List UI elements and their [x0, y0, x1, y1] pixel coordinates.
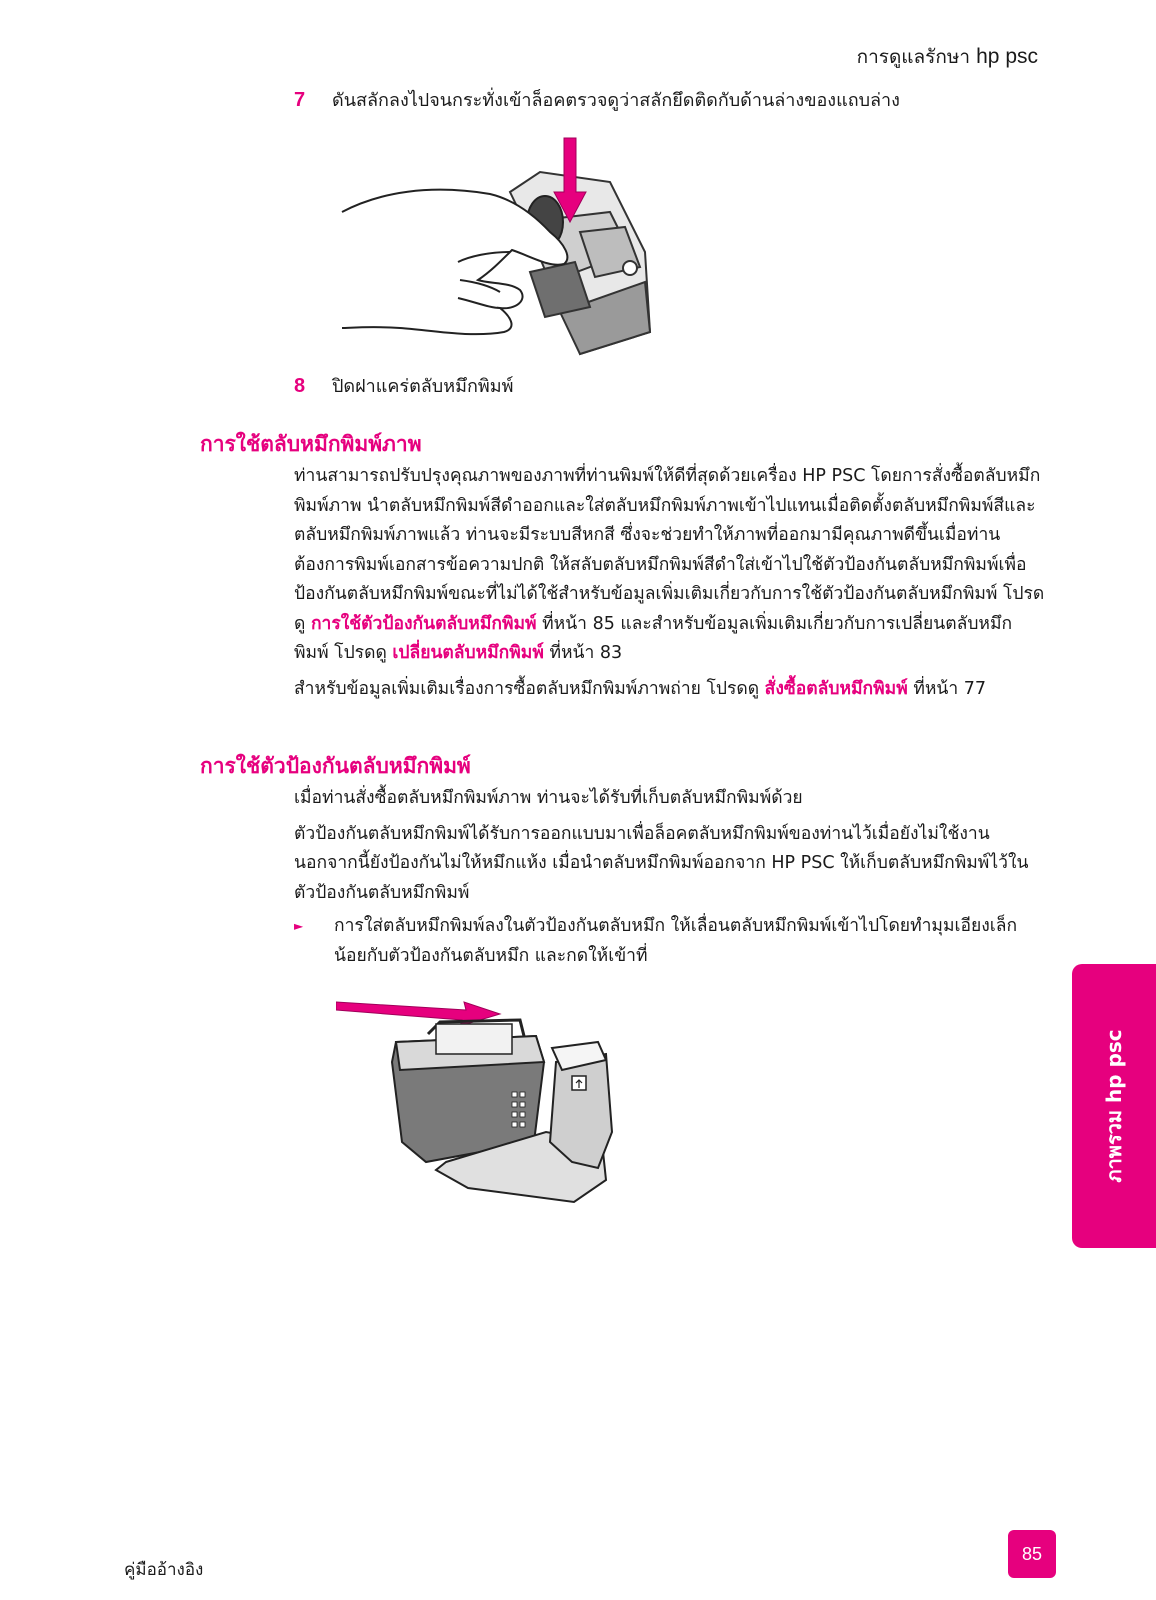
step-text: ดันสลักลงไปจนกระทั่งเข้าล็อคตรวจดูว่าสลักยึดติดกับด้านล่างของแถบล่าง — [332, 90, 900, 111]
section2-bullet — [294, 912, 1046, 971]
link-replace-cartridge[interactable]: เปลี่ยนตลับหมึกพิมพ์ — [392, 643, 544, 663]
section-heading-cartridge-protector: การใช้ตัวป้องกันตลับหมึกพิมพ์ — [200, 754, 471, 778]
step-number: 8 — [294, 375, 306, 397]
footer-title: คู่มืออ้างอิง — [124, 1560, 204, 1580]
link-using-protector[interactable]: การใช้ตัวป้องกันตลับหมึกพิมพ์ — [310, 613, 537, 634]
running-header — [857, 42, 1038, 72]
step-number: 7 — [294, 89, 306, 111]
step-8 — [294, 372, 513, 401]
chapter-tab-label: ภาพรวม hp psc — [1102, 1029, 1126, 1183]
section1-paragraph-1: ท่านสามารถปรับปรุงคุณภาพของภาพที่ท่านพิมพ์ให้ดีที่สุดด้วยเครื่อง HP PSC โดยการสั่งซื้อตลับหมึกพิมพ์ภาพ นำตลับหมึกพิมพ์สีดำออกและใส่ตลับหมึกพิมพ์ภาพเข้าไปแทนเมื่อติดตั้งตลับหมึกพิมพ์สีและตลับหมึกพิมพ์ภาพแล้ว ท่านจะมีระบบสีหกสี ซึ่งจะช่วยทำให้ภาพที่ออกมามีคุณภาพดีขึ้นเมื่อท่านต้องการพิมพ์เอกสารข้อความปกติ ให้สลับตลับหมึกพิมพ์สีดำใส่เข้าไปใช้ตัวป้องกันตลับหมึกพิมพ์เพื่อป้องกันตลับหมึกพิมพ์ขณะที่ไม่ได้ใช้สำหรับข้อมูลเพิ่มเติมเกี่ยวกับการใช้ตัวป้องกันตลับหมึกพิมพ์ โปรดดู การใช้ตัวป้องกันตลับหมึกพิมพ์ ที่หน้า 85 และสำหรับข้อมูลเพิ่มเติมเกี่ยวกับการเปลี่ยนตลับหมึกพิมพ์ โปรดดู เปลี่ยนตลับหมึกพิมพ์ ที่หน้า 83 — [294, 466, 1045, 663]
step-7 — [294, 86, 900, 115]
header-section: การดูแลรักษา — [856, 46, 971, 68]
link-order-cartridges[interactable]: สั่งซื้อตลับหมึกพิมพ์ — [764, 678, 908, 699]
section1-body — [294, 462, 1046, 704]
section-heading-photo-cartridge: การใช้ตลับหมึกพิมพ์ภาพ — [200, 432, 422, 456]
latch-illustration — [340, 132, 660, 360]
section2-body — [294, 784, 1046, 908]
section1-paragraph-2: สำหรับข้อมูลเพิ่มเติมเรื่องการซื้อตลับหมึกพิมพ์ภาพถ่าย โปรดดู สั่งซื้อตลับหมึกพิมพ์ ที่หน้า 77 — [294, 678, 987, 699]
bullet-marker-icon: ► — [294, 919, 304, 933]
header-product: hp psc — [976, 45, 1038, 68]
page-number: 85 — [1008, 1530, 1056, 1578]
bullet-text: การใส่ตลับหมึกพิมพ์ลงในตัวป้องกันตลับหมึก ให้เลื่อนตลับหมึกพิมพ์เข้าไปโดยทำมุมเอียงเล็กน้อยกับตัวป้องกันตลับหมึก และกดให้เข้าที่ — [334, 916, 1018, 966]
section2-paragraph-2: ตัวป้องกันตลับหมึกพิมพ์ได้รับการออกแบบมาเพื่อล็อคตลับหมึกพิมพ์ของท่านไว้เมื่อยังไม่ใช้งานนอกจากนี้ยังป้องกันไม่ให้หมึกแห้ง เมื่อนำตลับหมึกพิมพ์ออกจาก HP PSC ให้เก็บตลับหมึกพิมพ์ไว้ในตัวป้องกันตลับหมึกพิมพ์ — [294, 823, 1029, 903]
cartridge-protector-illustration — [336, 992, 626, 1222]
step-text: ปิดฝาแคร่ตลับหมึกพิมพ์ — [332, 376, 514, 397]
chapter-side-tab — [1072, 964, 1156, 1248]
section2-paragraph-1: เมื่อท่านสั่งซื้อตลับหมึกพิมพ์ภาพ ท่านจะได้รับที่เก็บตลับหมึกพิมพ์ด้วย — [294, 788, 803, 808]
